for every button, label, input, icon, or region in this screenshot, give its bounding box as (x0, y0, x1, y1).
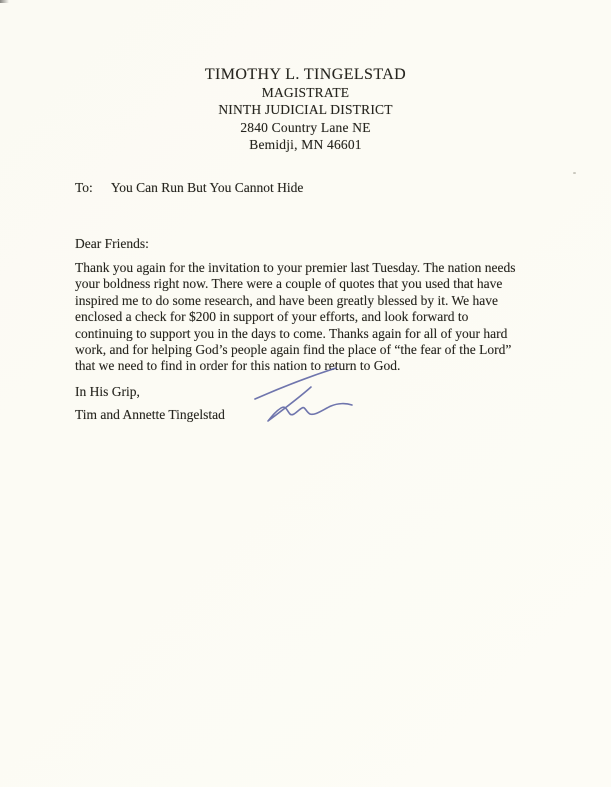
to-label: To: (75, 180, 93, 195)
recipient-name: You Can Run But You Cannot Hide (110, 180, 304, 195)
letterhead (0, 66, 611, 154)
closing: In His Grip, (75, 384, 140, 399)
scan-artifact-corner (0, 0, 9, 3)
scan-artifact-speck (573, 172, 576, 174)
signed-by-name: Tim and Annette Tingelstad (75, 407, 225, 422)
letter-body (75, 260, 565, 375)
salutation: Dear Friends: (75, 236, 149, 251)
body-line: enclosed a check for $200 in support of your efforts, and look forward to (75, 309, 469, 325)
body-line: inspired me to do some research, and have been greatly blessed by it. We have (75, 292, 499, 308)
letterhead-name: TIMOTHY L. TINGELSTAD (204, 66, 407, 83)
letterhead-title: MAGISTRATE (261, 84, 350, 100)
body-line: work, and for helping God’s people again find the place of “the fear of the Lord” (75, 342, 512, 358)
body-line: that we need to find in order for this nation to return to God. (75, 358, 401, 374)
body-line: Thank you again for the invitation to your premier last Tuesday. The nation needs (75, 260, 516, 275)
letterhead-address-street: 2840 Country Lane NE (240, 119, 371, 135)
letterhead-address-city: Bemidji, MN 46601 (249, 137, 362, 152)
body-line: your boldness right now. There were a couple of quotes that you used that have (75, 276, 503, 292)
to-line (75, 180, 303, 196)
letterhead-district: NINTH JUDICIAL DISTRICT (218, 102, 393, 117)
body-line: continuing to support you in the days to come. Thanks again for all of your hard (75, 325, 508, 341)
signature-scrawl-stroke (268, 387, 352, 421)
